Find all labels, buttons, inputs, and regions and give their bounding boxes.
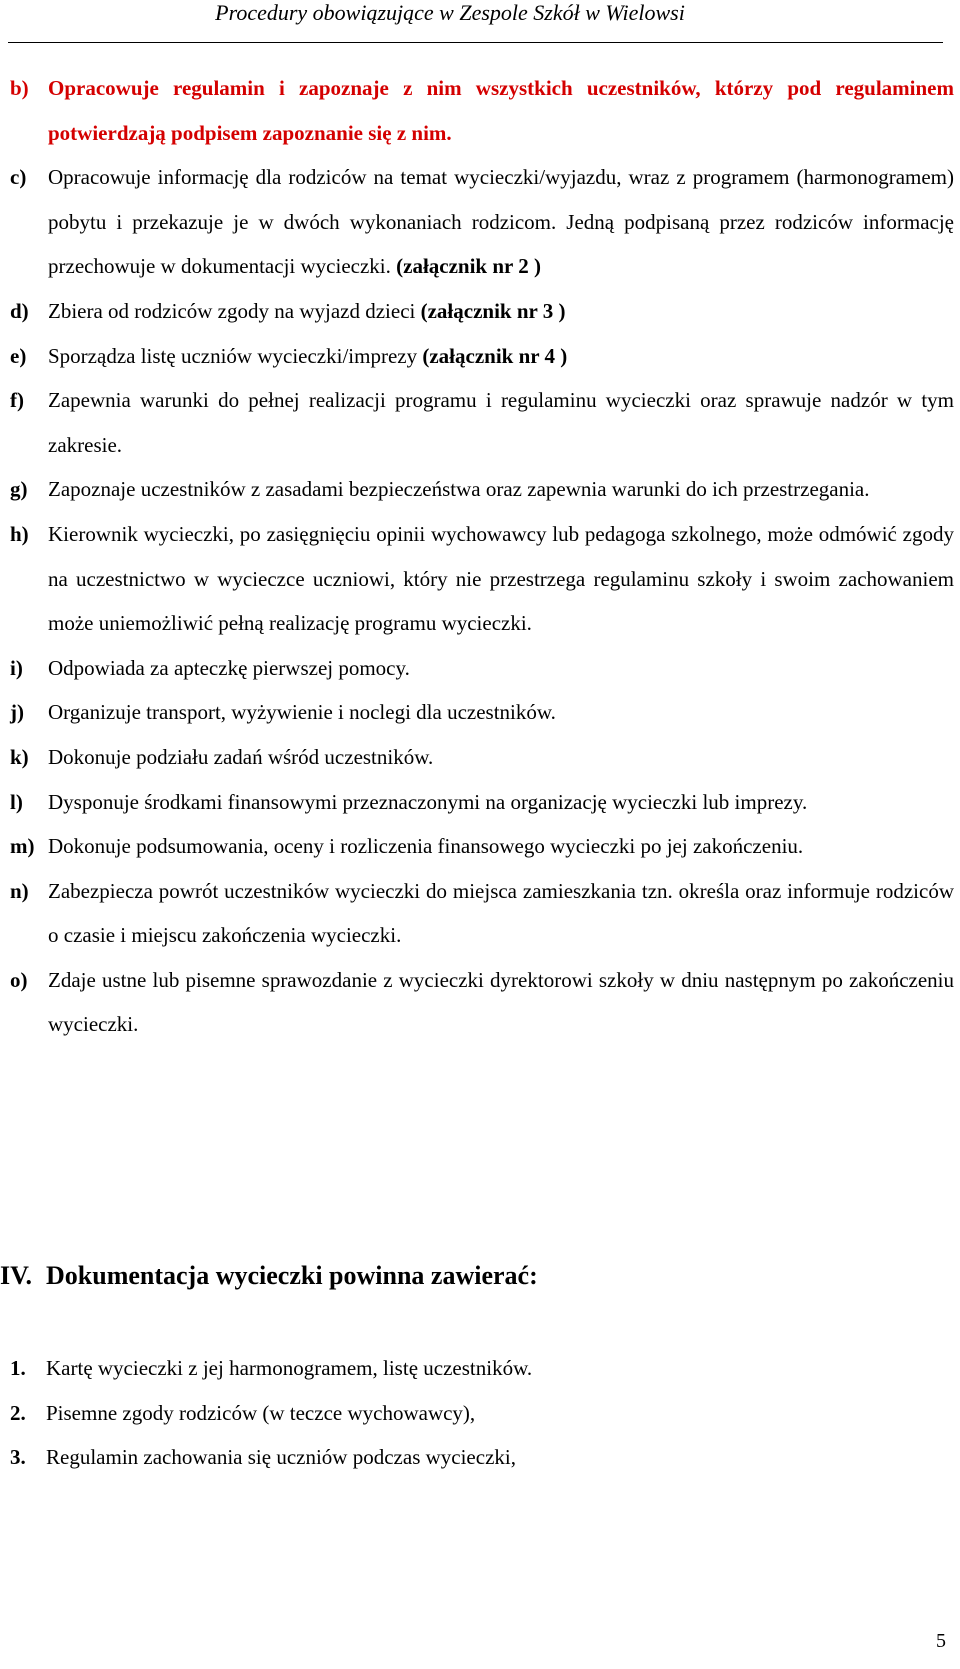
item-text: Dokonuje podsumowania, oceny i rozliczenia finansowego wycieczki po jej zakończeniu. [48,834,804,859]
list-item [10,66,954,155]
list-item [10,958,954,1047]
item-text: Zabezpiecza powrót uczestników wycieczki do miejsca zamieszkania tzn. określa oraz informuje rodziców o czasie i miejscu zakończenia wycieczki. [48,878,954,948]
item-marker: o) [10,967,28,992]
item-marker: d) [10,298,29,323]
item-text: Sporządza listę uczniów wycieczki/imprezy [48,343,418,368]
item-marker: m) [10,834,35,859]
item-text: Kierownik wycieczki, po zasięgnięciu opinii wychowawcy lub pedagoga szkolnego, może odmówić zgody na uczestnictwo w wycieczce uczniowi, który nie przestrzega regulaminu szkoły i swoim zachowaniem może uniemożliwić pełną realizację programu wycieczki. [48,521,954,636]
item-marker: k) [10,744,29,769]
section-title: Dokumentacja wycieczki powinna zawierać: [46,1261,538,1290]
item-marker: g) [10,477,28,502]
item-text: Kartę wycieczki z jej harmonogramem, listę uczestników. [46,1356,533,1380]
duties-list [10,66,954,1047]
item-text: Zapewnia warunki do pełnej realizacji programu i regulaminu wycieczki oraz sprawuje nadzór w tym zakresie. [48,388,954,457]
attachment-ref: (załącznik nr 2 ) [396,254,541,279]
item-text: Dysponuje środkami finansowymi przeznaczonymi na organizację wycieczki lub imprezy. [48,789,808,814]
list-item [10,1435,910,1480]
item-text: Odpowiada za apteczkę pierwszej pomocy. [48,655,410,680]
list-item [10,824,954,869]
list-item [10,289,954,334]
list-item [10,467,954,512]
item-text: Zapoznaje uczestników z zasadami bezpieczeństwa oraz zapewnia warunki do ich przestrzegania. [48,477,870,502]
list-item [10,1346,910,1391]
attachment-ref: (załącznik nr 3 ) [420,298,566,323]
list-item [10,512,954,646]
item-marker: b) [10,76,29,100]
item-text: Zbiera od rodziców zgody na wyjazd dzieci [48,298,416,323]
item-marker: c) [10,165,27,190]
item-text: Opracowuje regulamin i zapoznaje z nim wszystkich uczestników, którzy pod regulaminem potwierdzają podpisem zapoznanie się z nim. [48,76,954,145]
item-marker: e) [10,343,27,368]
item-text: Zdaje ustne lub pisemne sprawozdanie z wycieczki dyrektorowi szkoły w dniu następnym po zakończeniu wycieczki. [48,967,954,1037]
list-item [10,1391,910,1436]
item-marker: f) [10,388,24,413]
list-item [10,735,954,780]
list-item [10,780,954,825]
item-marker: h) [10,521,29,546]
header-rule [8,42,943,43]
item-marker: 1. [10,1356,26,1380]
header-title: Procedury obowiązujące w Zespole Szkół w Wielowsi [215,0,685,25]
list-item [10,378,954,467]
item-marker: i) [10,655,23,680]
item-marker: 2. [10,1400,26,1425]
documentation-list [10,1346,910,1480]
list-item [10,334,954,379]
item-marker: j) [10,700,24,725]
item-marker: 3. [10,1445,26,1470]
list-item [10,690,954,735]
page-number: 5 [936,1630,946,1652]
item-marker: n) [10,878,29,903]
section-number: IV. [0,1261,33,1290]
item-text: Opracowuje informację dla rodziców na temat wycieczki/wyjazdu, wraz z programem (harmonogramem) pobytu i przekazuje je w dwóch wykonaniach rodzicom. Jedną podpisaną przez rodziców informację przechowuje w dokumentacji wycieczki. [48,165,954,279]
list-item [10,869,954,958]
item-text: Regulamin zachowania się uczniów podczas wycieczki, [46,1445,516,1470]
item-text: Pisemne zgody rodziców (w teczce wychowawcy), [46,1400,476,1425]
item-marker: l) [10,789,23,814]
attachment-ref: (załącznik nr 4 ) [422,343,568,368]
item-text: Organizuje transport, wyżywienie i noclegi dla uczestników. [48,700,556,725]
page-header [0,0,960,40]
list-item [10,646,954,691]
item-text: Dokonuje podziału zadań wśród uczestników. [48,744,434,769]
section-heading [0,1254,940,1298]
list-item [10,155,954,289]
